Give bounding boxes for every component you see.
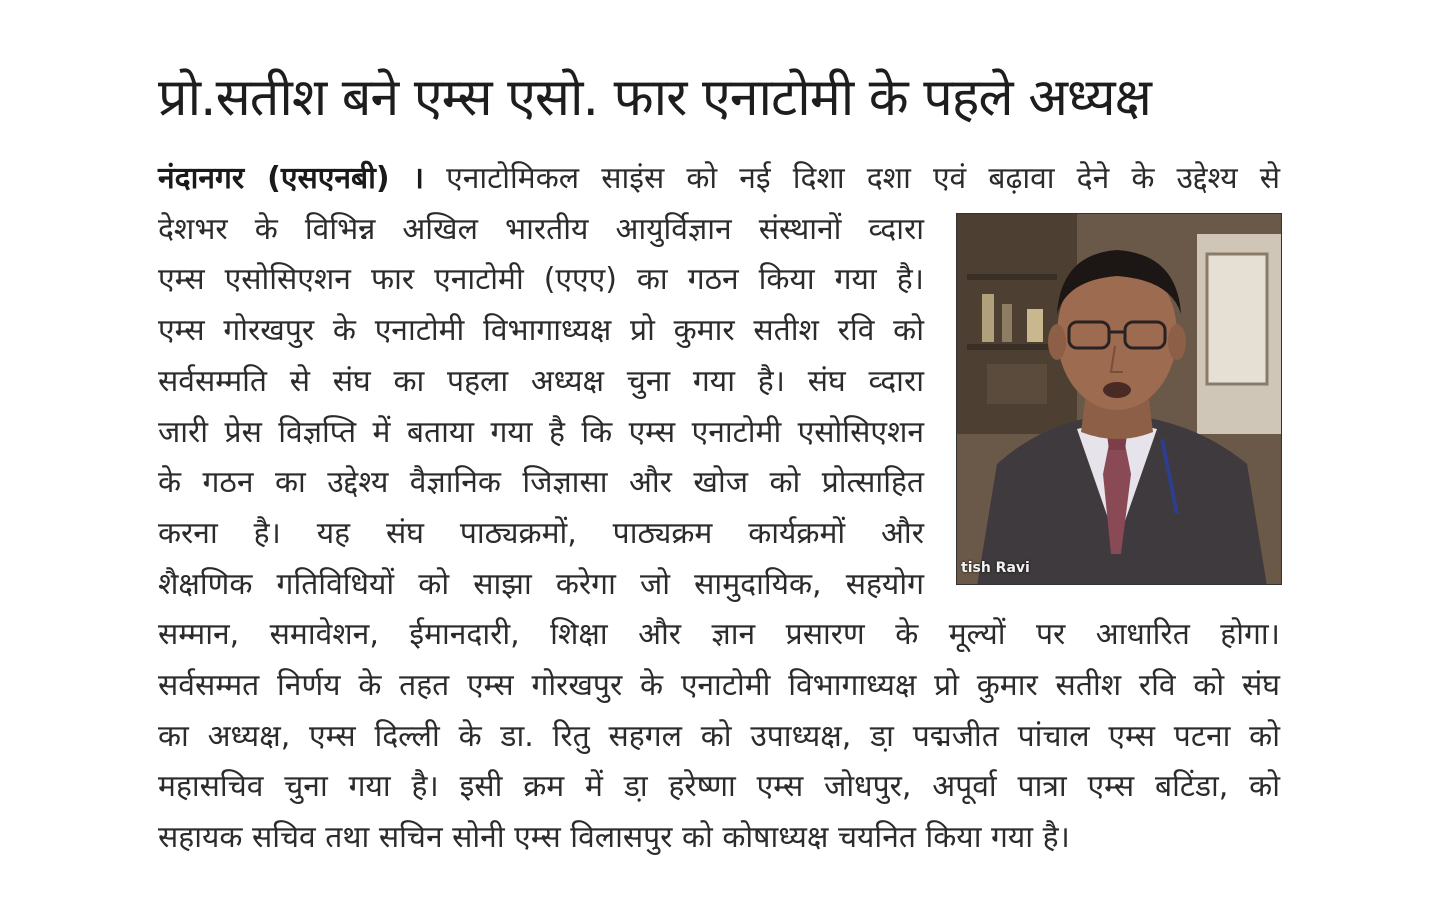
article-line-1-text: एनाटोमिकल साइंस को नई दिशा दशा एवं बढ़ावा देने के उद्देश्य से: [424, 161, 1280, 196]
article-line-9: शैक्षणिक गतिविधियों को साझा करेगा जो सामुदायिक, सहयोग: [158, 566, 924, 602]
article-line-7: के गठन का उद्देश्य वैज्ञानिक जिज्ञासा और खोज को प्रोत्साहित: [158, 465, 924, 501]
article-line-4: एम्स गोरखपुर के एनाटोमी विभागाध्यक्ष प्रो कुमार सतीश रवि को: [158, 313, 924, 349]
article-line-10: सम्मान, समावेशन, ईमानदारी, शिक्षा और ज्ञान प्रसारण के मूल्यों पर आधारित होगा।: [158, 617, 1280, 653]
dateline: नंदानगर (एसएनबी) ।: [158, 161, 424, 196]
headline: प्रो.सतीश बने एम्स एसो. फार एनाटोमी के पहले अध्यक्ष: [158, 68, 1151, 128]
article-line-6: जारी प्रेस विज्ञप्ति में बताया गया है कि एम्स एनाटोमी एसोसिएशन: [158, 414, 924, 450]
article-line-3: एम्स एसोसिएशन फार एनाटोमी (एएए) का गठन किया गया है।: [158, 262, 924, 298]
portrait-illustration: [957, 214, 1282, 585]
article-line-12: का अध्यक्ष, एम्स दिल्ली के डा. रितु सहगल को उपाध्यक्ष, डा़ पद्मजीत पांचाल एम्स पटना को: [158, 718, 1280, 754]
photo-caption: tish Ravi: [961, 560, 1030, 576]
article-line-2: देशभर के विभिन्न अखिल भारतीय आयुर्विज्ञान संस्थानों व्दारा: [158, 211, 924, 247]
article-line-13: महासचिव चुना गया है। इसी क्रम में डा़ हरेष्णा एम्स जोधपुर, अपूर्वा पात्रा एम्स बटिंडा, को: [158, 769, 1280, 805]
portrait-photo: [956, 213, 1282, 585]
article-line-14: सहायक सचिव तथा सचिन सोनी एम्स विलासपुर को कोषाध्यक्ष चयनित किया गया है।: [158, 820, 1070, 856]
article-line-8: करना है। यह संघ पाठ्यक्रमों, पाठ्यक्रम कार्यक्रमों और: [158, 515, 924, 551]
article-line-11: सर्वसम्मत निर्णय के तहत एम्स गोरखपुर के एनाटोमी विभागाध्यक्ष प्रो कुमार सतीश रवि को संघ: [158, 668, 1280, 704]
article-line-1: [158, 154, 1280, 205]
article-line-5: सर्वसम्मति से संघ का पहला अध्यक्ष चुना गया है। संघ व्दारा: [158, 363, 924, 399]
